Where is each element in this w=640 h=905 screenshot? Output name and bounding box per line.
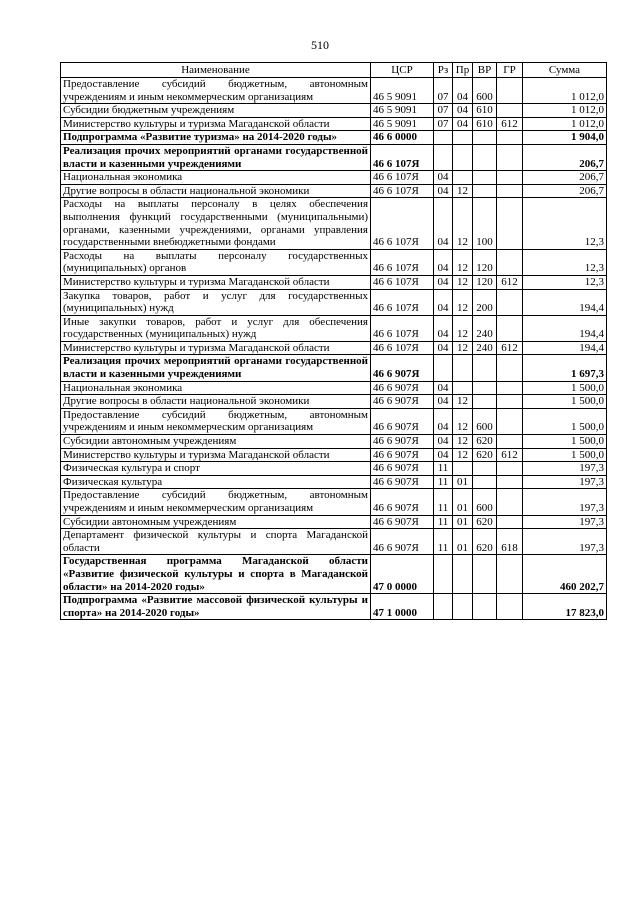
table-row [61,144,607,170]
cell-pr: 04 [453,117,473,131]
cell-pr: 12 [453,408,473,434]
cell-pr [453,594,473,620]
cell-csr: 46 5 9091 [371,117,434,131]
cell-pr: 12 [453,198,473,249]
column-header-rz: Рз [434,63,453,78]
table-row [61,171,607,185]
cell-sum: 197,3 [523,475,607,489]
cell-rz: 04 [434,198,453,249]
cell-rz: 11 [434,489,453,515]
cell-name: Закупка товаров, работ и услуг для государственных (муниципальных) нужд [61,289,371,315]
cell-vr [473,355,497,381]
cell-pr: 12 [453,435,473,449]
cell-vr: 610 [473,117,497,131]
cell-name: Предоставление субсидий бюджетным, автономным учреждениям и иным некоммерческим организациям [61,78,371,104]
cell-pr: 12 [453,315,473,341]
cell-sum: 17 823,0 [523,594,607,620]
cell-sum: 1 500,0 [523,448,607,462]
cell-vr [473,475,497,489]
cell-gr [497,131,523,145]
cell-vr: 600 [473,489,497,515]
cell-vr [473,395,497,409]
table-row [61,184,607,198]
cell-csr: 46 6 907Я [371,395,434,409]
cell-sum: 206,7 [523,144,607,170]
cell-csr: 46 6 907Я [371,475,434,489]
cell-rz [434,131,453,145]
cell-pr: 12 [453,275,473,289]
cell-gr [497,171,523,185]
cell-name: Субсидии бюджетным учреждениям [61,104,371,118]
page-number: 510 [311,38,329,52]
cell-rz: 04 [434,395,453,409]
table-row [61,408,607,434]
cell-pr [453,144,473,170]
cell-name: Другие вопросы в области национальной экономики [61,184,371,198]
cell-rz: 11 [434,529,453,555]
column-header-sum: Сумма [523,63,607,78]
cell-gr [497,555,523,594]
table-row [61,381,607,395]
cell-rz: 04 [434,184,453,198]
cell-rz: 07 [434,78,453,104]
cell-gr [497,381,523,395]
table-row [61,555,607,594]
cell-name: Государственная программа Магаданской области «Развитие физической культуры и спорта в Магаданской области» на 2014-2020 годы» [61,555,371,594]
cell-vr: 620 [473,529,497,555]
cell-vr [473,555,497,594]
cell-csr: 46 6 907Я [371,381,434,395]
cell-gr [497,104,523,118]
cell-pr: 04 [453,104,473,118]
cell-name: Физическая культура и спорт [61,462,371,476]
table-row [61,594,607,620]
cell-csr: 46 6 107Я [371,289,434,315]
cell-sum: 1 697,3 [523,355,607,381]
cell-rz: 11 [434,475,453,489]
cell-rz: 11 [434,515,453,529]
cell-gr: 612 [497,275,523,289]
cell-pr [453,355,473,381]
cell-pr: 12 [453,289,473,315]
cell-pr: 01 [453,489,473,515]
cell-csr: 47 0 0000 [371,555,434,594]
column-header-name: Наименование [61,63,371,78]
cell-csr: 46 6 907Я [371,448,434,462]
cell-vr: 120 [473,275,497,289]
cell-csr: 46 6 907Я [371,435,434,449]
cell-name: Министерство культуры и туризма Магаданской области [61,275,371,289]
cell-sum: 1 012,0 [523,104,607,118]
budget-table [60,62,607,620]
cell-vr: 120 [473,249,497,275]
cell-gr [497,435,523,449]
cell-name: Иные закупки товаров, работ и услуг для обеспечения государственных (муниципальных) нужд [61,315,371,341]
cell-rz [434,594,453,620]
table-row [61,515,607,529]
cell-name: Реализация прочих мероприятий органами государственной власти и казенными учреждениями [61,144,371,170]
cell-vr: 620 [473,435,497,449]
cell-vr: 600 [473,78,497,104]
cell-rz: 11 [434,462,453,476]
cell-sum: 197,3 [523,489,607,515]
table-row [61,315,607,341]
cell-rz: 04 [434,435,453,449]
cell-vr: 600 [473,408,497,434]
table-row [61,475,607,489]
table-row [61,489,607,515]
cell-csr: 46 6 907Я [371,355,434,381]
cell-csr: 46 6 107Я [371,198,434,249]
cell-sum: 197,3 [523,529,607,555]
table-row [61,104,607,118]
cell-gr: 618 [497,529,523,555]
table-row [61,117,607,131]
cell-gr [497,395,523,409]
cell-sum: 1 500,0 [523,395,607,409]
cell-vr: 610 [473,104,497,118]
cell-rz: 04 [434,408,453,434]
cell-name: Министерство культуры и туризма Магаданской области [61,117,371,131]
cell-vr: 620 [473,448,497,462]
cell-gr [497,594,523,620]
cell-csr: 46 5 9091 [371,78,434,104]
cell-csr: 46 6 107Я [371,144,434,170]
cell-rz: 04 [434,315,453,341]
cell-sum: 12,3 [523,275,607,289]
table-row [61,462,607,476]
cell-vr [473,171,497,185]
cell-sum: 194,4 [523,341,607,355]
cell-gr [497,475,523,489]
cell-gr [497,462,523,476]
table-row [61,435,607,449]
cell-csr: 46 6 107Я [371,275,434,289]
cell-gr [497,515,523,529]
cell-rz [434,144,453,170]
cell-pr: 01 [453,529,473,555]
cell-pr [453,171,473,185]
cell-csr: 46 6 0000 [371,131,434,145]
cell-csr: 46 6 907Я [371,489,434,515]
cell-name: Реализация прочих мероприятий органами государственной власти и казенными учреждениями [61,355,371,381]
cell-rz: 04 [434,381,453,395]
cell-rz: 04 [434,171,453,185]
cell-gr [497,315,523,341]
cell-vr: 100 [473,198,497,249]
cell-name: Физическая культура [61,475,371,489]
cell-name: Расходы на выплаты персоналу в целях обеспечения выполнения функций государственными (муниципальными) органами, казенными учреждениями, органами управления государственными внебюджетными фондами [61,198,371,249]
cell-sum: 206,7 [523,184,607,198]
cell-csr: 46 6 907Я [371,462,434,476]
cell-pr: 12 [453,184,473,198]
cell-name: Предоставление субсидий бюджетным, автономным учреждениям и иным некоммерческим организациям [61,408,371,434]
cell-rz [434,355,453,381]
cell-csr: 46 6 907Я [371,529,434,555]
table-row [61,249,607,275]
cell-csr: 47 1 0000 [371,594,434,620]
cell-name: Подпрограмма «Развитие массовой физической культуры и спорта» на 2014-2020 годы» [61,594,371,620]
cell-name: Национальная экономика [61,171,371,185]
cell-rz: 04 [434,275,453,289]
cell-rz: 04 [434,289,453,315]
cell-sum: 12,3 [523,249,607,275]
column-header-gr: ГР [497,63,523,78]
cell-csr: 46 6 107Я [371,315,434,341]
table-row [61,341,607,355]
cell-gr [497,489,523,515]
table-row [61,78,607,104]
cell-vr: 620 [473,515,497,529]
cell-gr [497,184,523,198]
cell-name: Национальная экономика [61,381,371,395]
cell-sum: 194,4 [523,315,607,341]
cell-gr: 612 [497,448,523,462]
cell-name: Расходы на выплаты персоналу государственных (муниципальных) органов [61,249,371,275]
cell-vr [473,462,497,476]
cell-gr [497,249,523,275]
table-row [61,448,607,462]
cell-sum: 1 500,0 [523,381,607,395]
cell-vr [473,184,497,198]
table-header-row [61,63,607,78]
cell-sum: 1 500,0 [523,408,607,434]
cell-pr: 01 [453,475,473,489]
cell-sum: 194,4 [523,289,607,315]
cell-pr [453,555,473,594]
cell-rz: 07 [434,117,453,131]
column-header-pr: Пр [453,63,473,78]
cell-vr: 200 [473,289,497,315]
cell-pr: 12 [453,395,473,409]
cell-sum: 1 012,0 [523,78,607,104]
table-row [61,275,607,289]
cell-rz: 04 [434,448,453,462]
cell-csr: 46 5 9091 [371,104,434,118]
cell-sum: 197,3 [523,462,607,476]
cell-name: Субсидии автономным учреждениям [61,515,371,529]
cell-sum: 460 202,7 [523,555,607,594]
table-row [61,395,607,409]
cell-rz [434,555,453,594]
cell-gr: 612 [497,117,523,131]
cell-sum: 12,3 [523,198,607,249]
cell-name: Предоставление субсидий бюджетным, автономным учреждениям и иным некоммерческим организациям [61,489,371,515]
cell-pr: 12 [453,249,473,275]
cell-csr: 46 6 907Я [371,408,434,434]
cell-name: Департамент физической культуры и спорта Магаданской области [61,529,371,555]
cell-vr [473,131,497,145]
cell-vr [473,144,497,170]
cell-gr [497,144,523,170]
cell-vr: 240 [473,341,497,355]
cell-pr [453,462,473,476]
cell-rz: 07 [434,104,453,118]
cell-vr [473,381,497,395]
cell-pr: 01 [453,515,473,529]
column-header-vr: ВР [473,63,497,78]
cell-pr [453,131,473,145]
cell-name: Другие вопросы в области национальной экономики [61,395,371,409]
cell-vr: 240 [473,315,497,341]
table-row [61,355,607,381]
column-header-csr: ЦСР [371,63,434,78]
table-row [61,198,607,249]
cell-gr [497,408,523,434]
table-body [61,78,607,620]
cell-csr: 46 6 107Я [371,184,434,198]
cell-sum: 1 012,0 [523,117,607,131]
cell-gr [497,355,523,381]
cell-pr [453,381,473,395]
table-row [61,131,607,145]
cell-gr [497,198,523,249]
cell-rz: 04 [434,341,453,355]
cell-name: Подпрограмма «Развитие туризма» на 2014-2020 годы» [61,131,371,145]
cell-name: Министерство культуры и туризма Магаданской области [61,341,371,355]
cell-csr: 46 6 107Я [371,171,434,185]
cell-name: Субсидии автономным учреждениям [61,435,371,449]
table-row [61,289,607,315]
cell-vr [473,594,497,620]
cell-sum: 197,3 [523,515,607,529]
cell-csr: 46 6 107Я [371,249,434,275]
table-row [61,529,607,555]
cell-csr: 46 6 907Я [371,515,434,529]
cell-gr: 612 [497,341,523,355]
cell-sum: 206,7 [523,171,607,185]
cell-sum: 1 500,0 [523,435,607,449]
cell-gr [497,78,523,104]
cell-gr [497,289,523,315]
cell-rz: 04 [434,249,453,275]
cell-pr: 12 [453,341,473,355]
cell-name: Министерство культуры и туризма Магаданской области [61,448,371,462]
cell-pr: 04 [453,78,473,104]
cell-pr: 12 [453,448,473,462]
cell-csr: 46 6 107Я [371,341,434,355]
cell-sum: 1 904,0 [523,131,607,145]
